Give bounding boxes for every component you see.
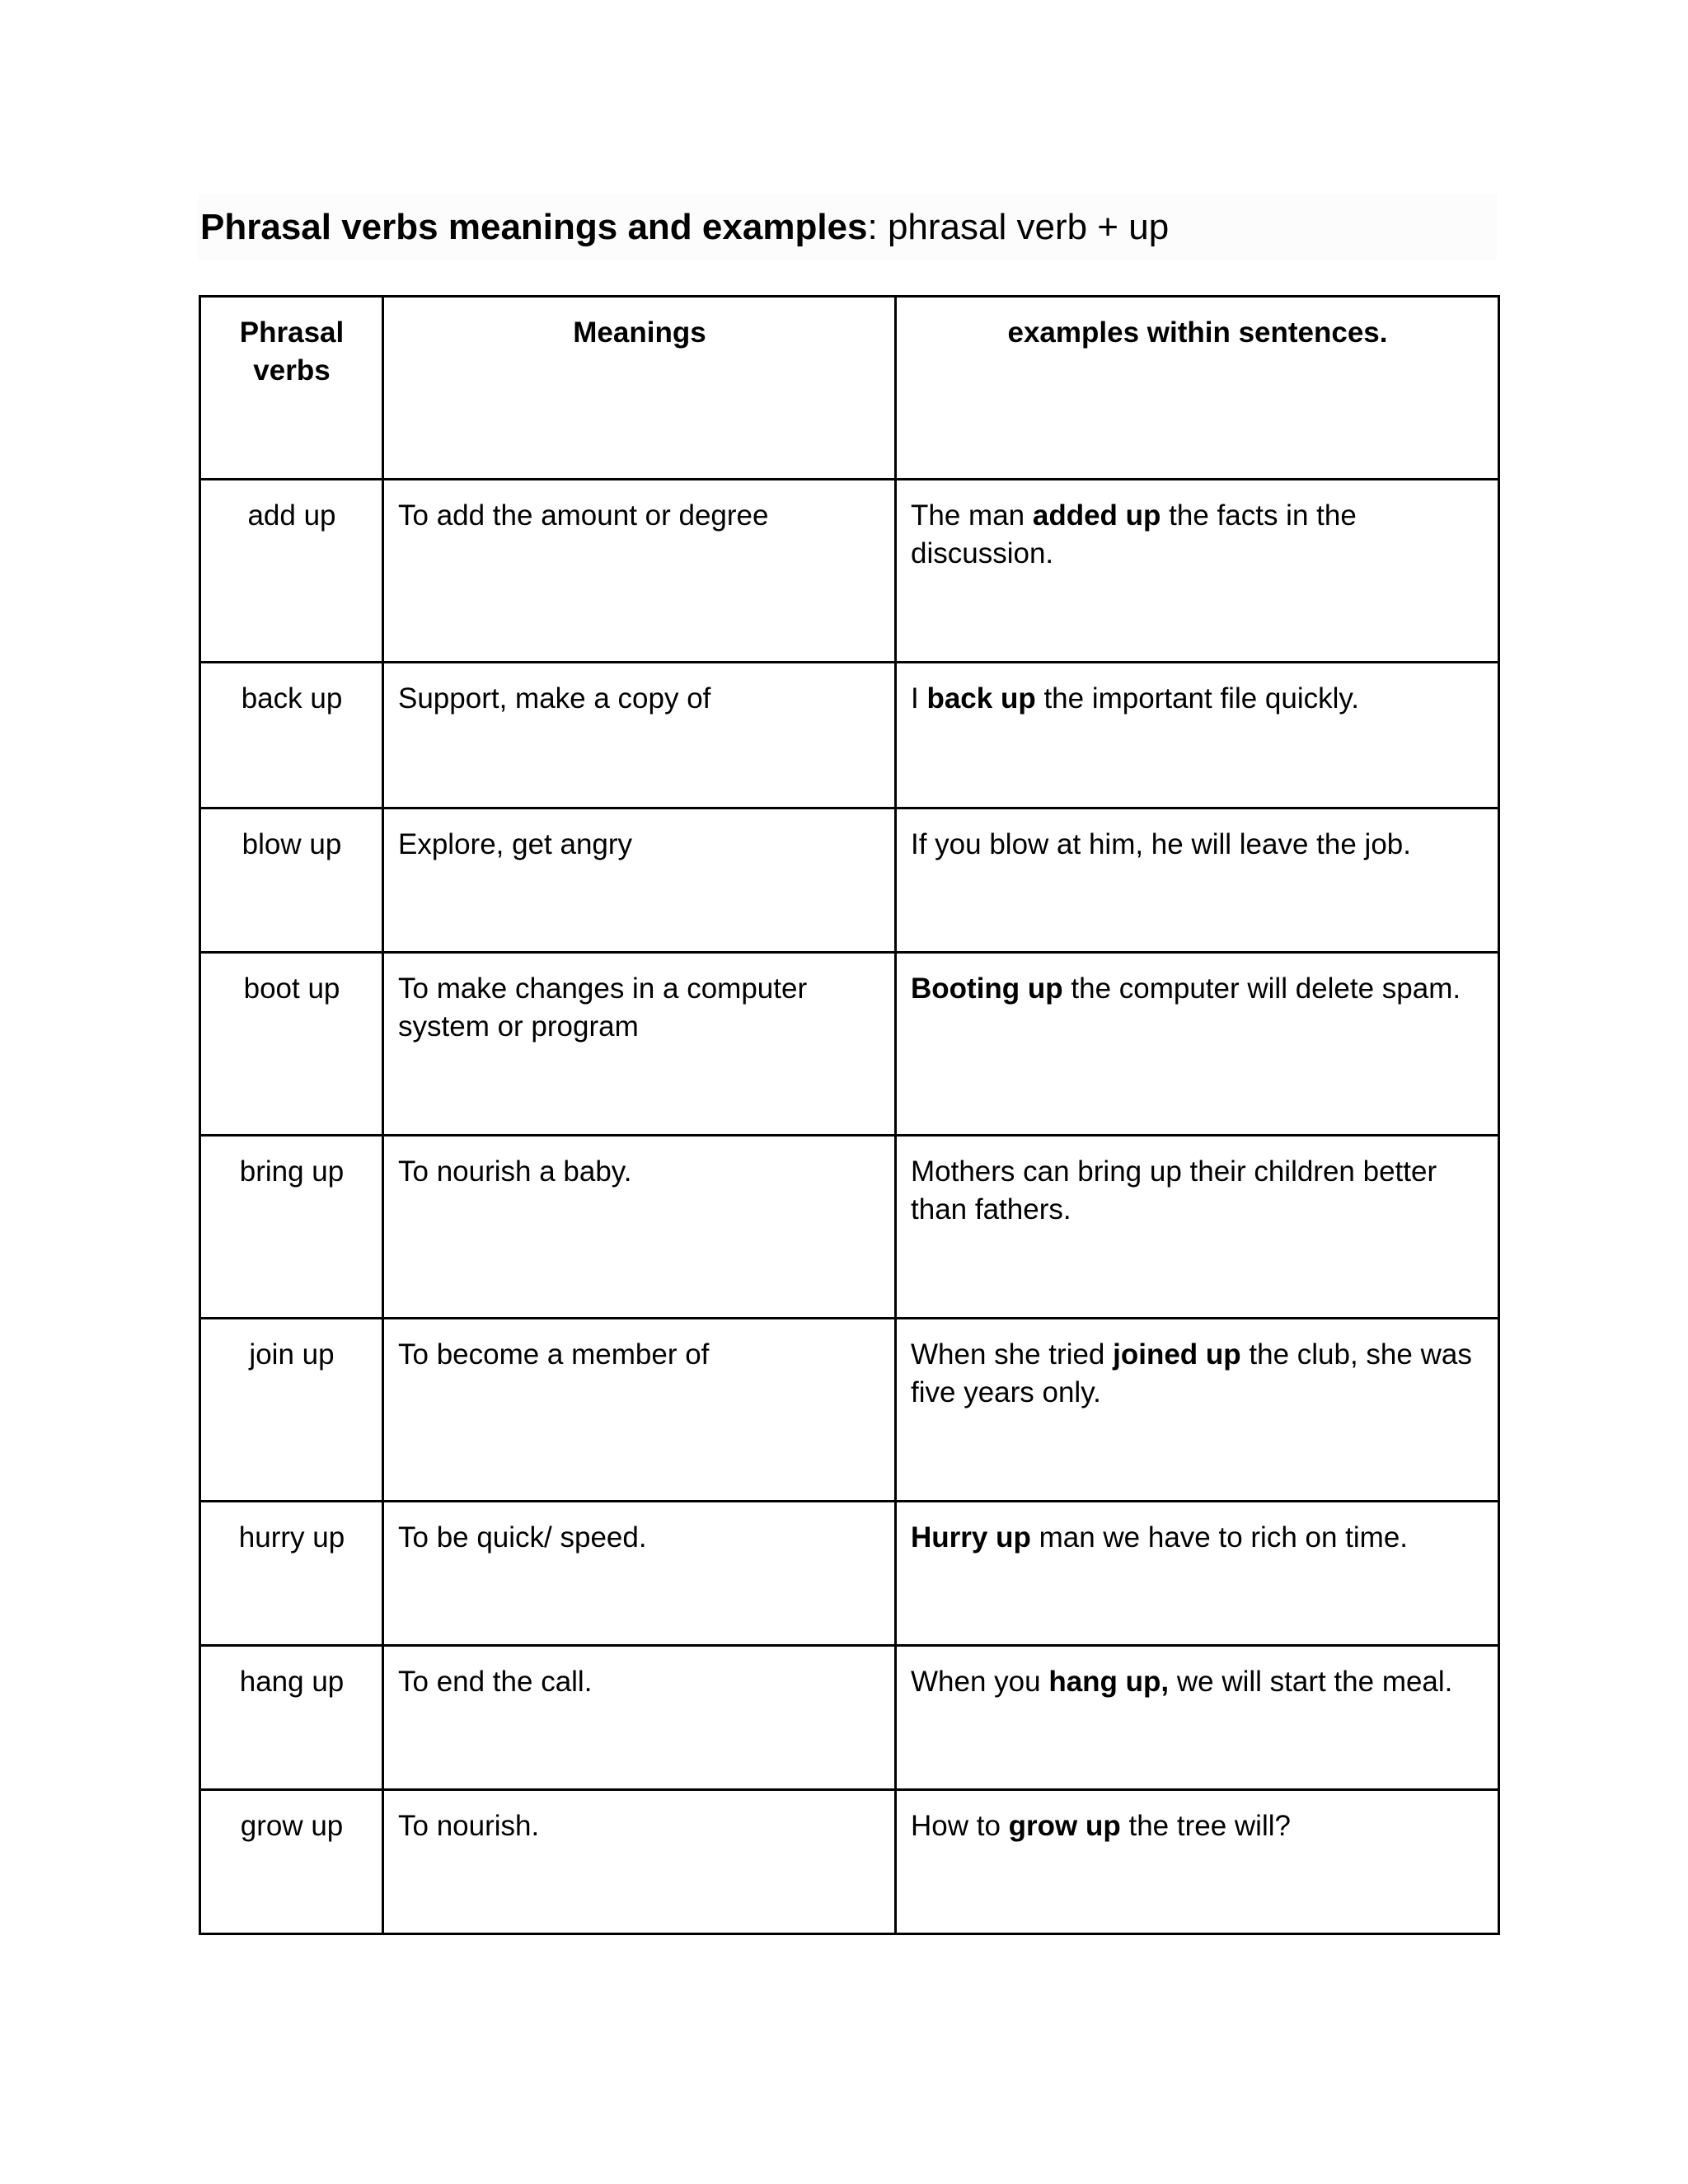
table-row [200, 808, 1499, 953]
verb-cell: blow up [200, 808, 383, 953]
header-phrasal-verbs: Phrasal verbs [200, 297, 383, 480]
header-examples: examples within sentences. [896, 297, 1499, 480]
example-cell [896, 663, 1499, 808]
verb-cell: add up [200, 480, 383, 663]
table-row [200, 480, 1499, 663]
verb-cell: hang up [200, 1646, 383, 1790]
meaning-cell: To add the amount or degree [383, 480, 896, 663]
page-title-rest: : phrasal verb + up [867, 207, 1170, 247]
page-title [200, 194, 1169, 260]
example-text: we will start the meal. [1169, 1666, 1453, 1698]
example-text: When you [911, 1666, 1049, 1698]
example-text: the club, she was five years only. [911, 1338, 1472, 1408]
example-text: man we have to rich on time. [1030, 1521, 1409, 1554]
example-cell [896, 1319, 1499, 1502]
example-text: the computer will delete spam. [1062, 972, 1461, 1005]
verb-cell: back up [200, 663, 383, 808]
example-bold-verb: Hurry up [911, 1521, 1031, 1554]
example-bold-verb: grow up [1008, 1810, 1121, 1842]
table-row [200, 1790, 1499, 1934]
example-cell [896, 1646, 1499, 1790]
verb-cell: join up [200, 1319, 383, 1502]
example-cell [896, 1790, 1499, 1934]
example-text: When she tried [911, 1338, 1114, 1371]
example-bold-verb: added up [1032, 499, 1161, 532]
verb-cell: bring up [200, 1136, 383, 1319]
example-cell [896, 480, 1499, 663]
example-text: If you blow at him, he will leave the job. [911, 828, 1411, 860]
meaning-cell: To make changes in a computer system or program [383, 953, 896, 1136]
example-text: The man [911, 499, 1033, 532]
table-header-row [200, 297, 1499, 480]
page-title-bold: Phrasal verbs meanings and examples [200, 207, 868, 247]
meaning-cell: To become a member of [383, 1319, 896, 1502]
example-text: the facts in the discussion. [911, 499, 1357, 569]
table-row [200, 953, 1499, 1136]
verb-cell: hurry up [200, 1502, 383, 1646]
table-row [200, 1136, 1499, 1319]
meaning-cell: To end the call. [383, 1646, 896, 1790]
header-meanings: Meanings [383, 297, 896, 480]
example-cell [896, 1502, 1499, 1646]
phrasal-verbs-table [199, 295, 1500, 1935]
example-cell [896, 953, 1499, 1136]
table-row [200, 1319, 1499, 1502]
table-row [200, 1646, 1499, 1790]
table-row [200, 663, 1499, 808]
meaning-cell: To nourish a baby. [383, 1136, 896, 1319]
example-cell [896, 808, 1499, 953]
meaning-cell: To nourish. [383, 1790, 896, 1934]
example-text: Mothers can bring up their children better than fathers. [911, 1155, 1437, 1226]
verb-cell: boot up [200, 953, 383, 1136]
example-bold-verb: hang up, [1048, 1666, 1170, 1698]
example-text: the tree will? [1120, 1810, 1291, 1842]
example-text: How to [911, 1810, 1009, 1842]
meaning-cell: Explore, get angry [383, 808, 896, 953]
example-cell [896, 1136, 1499, 1319]
example-bold-verb: joined up [1113, 1338, 1241, 1371]
example-bold-verb: Booting up [911, 972, 1063, 1005]
example-text: the important file quickly. [1035, 682, 1360, 715]
example-text: I [911, 682, 927, 715]
meaning-cell: To be quick/ speed. [383, 1502, 896, 1646]
verb-cell: grow up [200, 1790, 383, 1934]
table-row [200, 1502, 1499, 1646]
example-bold-verb: back up [926, 682, 1036, 715]
meaning-cell: Support, make a copy of [383, 663, 896, 808]
